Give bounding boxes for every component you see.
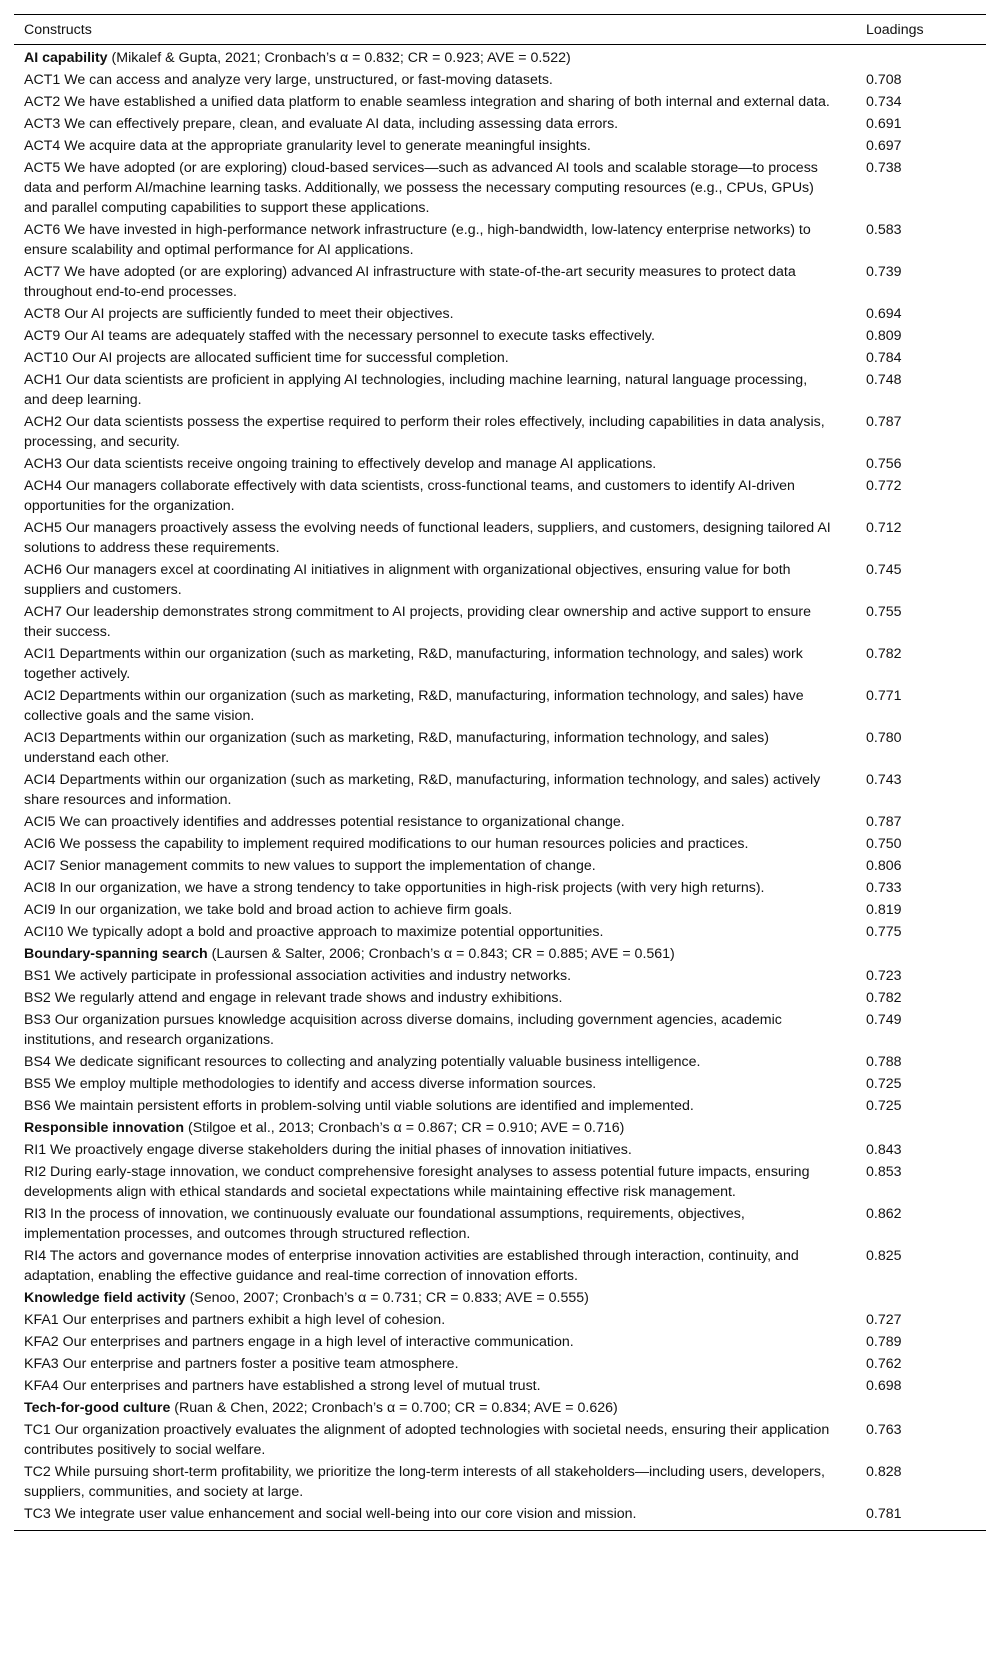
item-text: BS3 Our organization pursues knowledge acquisition across diverse domains, including government agencies, academic institutions, and research organizations.: [24, 1012, 782, 1048]
item-loading: 0.772: [866, 478, 902, 494]
item-text: KFA4 Our enterprises and partners have established a strong level of mutual trust.: [24, 1378, 541, 1394]
construct-group-cell: [14, 943, 986, 965]
item-loading: 0.698: [866, 1378, 902, 1394]
item-loading: 0.743: [866, 772, 902, 788]
table-row: [14, 965, 986, 987]
table-row: [14, 411, 986, 453]
item-loading: 0.780: [866, 730, 902, 746]
table-row: [14, 643, 986, 685]
table-row: [14, 1139, 986, 1161]
table-row: [14, 1073, 986, 1095]
table-row: [14, 69, 986, 91]
table-row: [14, 325, 986, 347]
constructs-loadings-table: [14, 14, 986, 1531]
item-text: KFA3 Our enterprise and partners foster a positive team atmosphere.: [24, 1356, 459, 1372]
item-loading: 0.762: [866, 1356, 902, 1372]
item-loading: 0.691: [866, 116, 902, 132]
item-text: BS6 We maintain persistent efforts in problem-solving until viable solutions are identified and implemented.: [24, 1098, 694, 1114]
construct-name: Responsible innovation: [24, 1120, 185, 1136]
item-text: TC2 While pursuing short-term profitability, we prioritize the long-term interests of all stakeholders—including users, developers, suppliers, communities, and society at large.: [24, 1464, 825, 1500]
table-row: [14, 1353, 986, 1375]
table-header-row: [14, 15, 986, 45]
item-text: ACT8 Our AI projects are sufficiently funded to meet their objectives.: [24, 306, 454, 322]
construct-reference: (Laursen & Salter, 2006; Cronbach’s α = 0.843; CR = 0.885; AVE = 0.561): [207, 946, 675, 962]
item-text: ACT7 We have adopted (or are exploring) advanced AI infrastructure with state-of-the-art security measures to protect data throughout end-to-end processes.: [24, 264, 796, 300]
table-row: [14, 369, 986, 411]
construct-group-cell: [14, 1117, 986, 1139]
table-row: [14, 899, 986, 921]
construct-name: AI capability: [24, 50, 108, 66]
item-loading: 0.734: [866, 94, 902, 110]
construct-name: Tech-for-good culture: [24, 1400, 171, 1416]
item-loading: 0.828: [866, 1464, 902, 1480]
item-text: ACH5 Our managers proactively assess the evolving needs of functional leaders, suppliers, and customers, designing tailored AI solutions to address these requirements.: [24, 520, 831, 556]
item-text: TC3 We integrate user value enhancement and social well-being into our core vision and mission.: [24, 1506, 637, 1522]
item-loading: 0.733: [866, 880, 902, 896]
item-text: ACT2 We have established a unified data platform to enable seamless integration and sharing of both internal and external data.: [24, 94, 830, 110]
table-row: [14, 727, 986, 769]
table-row: [14, 833, 986, 855]
item-text: ACT6 We have invested in high-performance network infrastructure (e.g., high-bandwidth, low-latency enterprise networks) to ensure scalability and optimal performance for AI applications.: [24, 222, 811, 258]
table-row: [14, 91, 986, 113]
table-row: [14, 135, 986, 157]
item-loading: 0.583: [866, 222, 902, 238]
item-loading: 0.853: [866, 1164, 902, 1180]
header-constructs: Constructs: [24, 22, 92, 38]
item-loading: 0.787: [866, 414, 902, 430]
construct-reference: (Ruan & Chen, 2022; Cronbach’s α = 0.700; CR = 0.834; AVE = 0.626): [170, 1400, 618, 1416]
construct-group-row: [14, 1117, 986, 1139]
table-row: [14, 1419, 986, 1461]
table-body: [14, 45, 986, 1531]
item-text: ACT5 We have adopted (or are exploring) cloud-based services—such as advanced AI tools and scalable storage—to process data and perform AI/machine learning tasks. Additionally, we possess the necessary computing resources (e.g., CPUs, GPUs) and parallel computing capabilities to support these applications.: [24, 160, 818, 216]
item-loading: 0.782: [866, 646, 902, 662]
construct-group-row: [14, 943, 986, 965]
item-text: KFA2 Our enterprises and partners engage in a high level of interactive communication.: [24, 1334, 574, 1350]
table-row: [14, 303, 986, 325]
item-loading: 0.694: [866, 306, 902, 322]
table-row: [14, 1203, 986, 1245]
table-row: [14, 1245, 986, 1287]
table-row: [14, 855, 986, 877]
table-row: [14, 811, 986, 833]
item-text: ACT1 We can access and analyze very large, unstructured, or fast-moving datasets.: [24, 72, 553, 88]
table-row: [14, 1161, 986, 1203]
item-text: BS2 We regularly attend and engage in relevant trade shows and industry exhibitions.: [24, 990, 563, 1006]
table-row: [14, 1051, 986, 1073]
construct-group-row: [14, 45, 986, 70]
item-text: ACI4 Departments within our organization (such as marketing, R&D, manufacturing, information technology, and sales) actively share resources and information.: [24, 772, 821, 808]
item-text: ACT3 We can effectively prepare, clean, and evaluate AI data, including assessing data errors.: [24, 116, 619, 132]
item-text: TC1 Our organization proactively evaluates the alignment of adopted technologies with societal needs, ensuring their application contributes positively to social welfare.: [24, 1422, 830, 1458]
table-row: [14, 517, 986, 559]
table-row: [14, 1095, 986, 1117]
item-text: ACI9 In our organization, we take bold and broad action to achieve firm goals.: [24, 902, 513, 918]
table-row: [14, 347, 986, 369]
item-text: ACH3 Our data scientists receive ongoing training to effectively develop and manage AI applications.: [24, 456, 657, 472]
construct-reference: (Mikalef & Gupta, 2021; Cronbach’s α = 0.832; CR = 0.923; AVE = 0.522): [107, 50, 571, 66]
table-row: [14, 921, 986, 943]
item-text: RI1 We proactively engage diverse stakeholders during the initial phases of innovation initiatives.: [24, 1142, 632, 1158]
item-loading: 0.771: [866, 688, 902, 704]
construct-name: Boundary-spanning search: [24, 946, 208, 962]
item-loading: 0.787: [866, 814, 902, 830]
item-text: ACH1 Our data scientists are proficient in applying AI technologies, including machine learning, natural language processing, and deep learning.: [24, 372, 808, 408]
item-loading: 0.725: [866, 1076, 902, 1092]
item-loading: 0.809: [866, 328, 902, 344]
item-text: BS4 We dedicate significant resources to collecting and analyzing potentially valuable business intelligence.: [24, 1054, 701, 1070]
table-row: [14, 1331, 986, 1353]
table-row: [14, 1009, 986, 1051]
table-row: [14, 1375, 986, 1397]
table-row: [14, 1503, 986, 1531]
construct-name: Knowledge field activity: [24, 1290, 186, 1306]
item-loading: 0.763: [866, 1422, 902, 1438]
construct-group-cell: [14, 1397, 986, 1419]
item-loading: 0.723: [866, 968, 902, 984]
item-text: ACH4 Our managers collaborate effectively with data scientists, cross-functional teams, and customers to identify AI-driven opportunities for the organization.: [24, 478, 795, 514]
item-text: KFA1 Our enterprises and partners exhibit a high level of cohesion.: [24, 1312, 446, 1328]
construct-group-row: [14, 1287, 986, 1309]
item-loading: 0.739: [866, 264, 902, 280]
table-row: [14, 219, 986, 261]
item-loading: 0.749: [866, 1012, 902, 1028]
item-text: RI3 In the process of innovation, we continuously evaluate our foundational assumptions, requirements, objectives, implementation processes, and outcomes through structured reflection.: [24, 1206, 745, 1242]
table-row: [14, 769, 986, 811]
item-loading: 0.725: [866, 1098, 902, 1114]
construct-group-cell: [14, 45, 986, 70]
item-loading: 0.781: [866, 1506, 902, 1522]
item-text: ACI5 We can proactively identifies and addresses potential resistance to organizational change.: [24, 814, 625, 830]
item-text: BS1 We actively participate in professional association activities and industry networks.: [24, 968, 572, 984]
item-loading: 0.738: [866, 160, 902, 176]
item-text: ACT9 Our AI teams are adequately staffed with the necessary personnel to execute tasks effectively.: [24, 328, 655, 344]
item-text: ACH6 Our managers excel at coordinating AI initiatives in alignment with organizational objectives, ensuring value for both suppliers and customers.: [24, 562, 791, 598]
item-loading: 0.789: [866, 1334, 902, 1350]
item-loading: 0.755: [866, 604, 902, 620]
table-row: [14, 1309, 986, 1331]
item-loading: 0.748: [866, 372, 902, 388]
item-text: ACT4 We acquire data at the appropriate granularity level to generate meaningful insights.: [24, 138, 591, 154]
table-row: [14, 987, 986, 1009]
item-loading: 0.697: [866, 138, 902, 154]
table-row: [14, 685, 986, 727]
item-text: ACI6 We possess the capability to implement required modifications to our human resources policies and practices.: [24, 836, 749, 852]
item-text: ACT10 Our AI projects are allocated sufficient time for successful completion.: [24, 350, 509, 366]
item-loading: 0.750: [866, 836, 902, 852]
construct-reference: (Senoo, 2007; Cronbach’s α = 0.731; CR = 0.833; AVE = 0.555): [185, 1290, 589, 1306]
item-loading: 0.806: [866, 858, 902, 874]
construct-reference: (Stilgoe et al., 2013; Cronbach’s α = 0.867; CR = 0.910; AVE = 0.716): [184, 1120, 625, 1136]
table-row: [14, 877, 986, 899]
item-loading: 0.862: [866, 1206, 902, 1222]
item-text: RI4 The actors and governance modes of enterprise innovation activities are established through interaction, continuity, and adaptation, enabling the effective guidance and real-time correction of innovation efforts.: [24, 1248, 799, 1284]
table-row: [14, 1461, 986, 1503]
construct-group-cell: [14, 1287, 986, 1309]
item-loading: 0.727: [866, 1312, 902, 1328]
table-row: [14, 475, 986, 517]
item-loading: 0.819: [866, 902, 902, 918]
construct-group-row: [14, 1397, 986, 1419]
item-text: ACI7 Senior management commits to new values to support the implementation of change.: [24, 858, 596, 874]
item-text: ACI10 We typically adopt a bold and proactive approach to maximize potential opportunities.: [24, 924, 604, 940]
item-text: ACH7 Our leadership demonstrates strong commitment to AI projects, providing clear ownership and active support to ensure their success.: [24, 604, 812, 640]
item-text: BS5 We employ multiple methodologies to identify and access diverse information sources.: [24, 1076, 597, 1092]
item-loading: 0.784: [866, 350, 902, 366]
item-loading: 0.825: [866, 1248, 902, 1264]
table-row: [14, 601, 986, 643]
item-loading: 0.843: [866, 1142, 902, 1158]
table-row: [14, 559, 986, 601]
item-text: RI2 During early-stage innovation, we conduct comprehensive foresight analyses to assess potential future impacts, ensuring developments align with ethical standards and societal expectations while maintaining effective risk management.: [24, 1164, 810, 1200]
table-row: [14, 157, 986, 219]
table-row: [14, 113, 986, 135]
item-text: ACI1 Departments within our organization (such as marketing, R&D, manufacturing, information technology, and sales) work together actively.: [24, 646, 803, 682]
item-text: ACI3 Departments within our organization (such as marketing, R&D, manufacturing, information technology, and sales) understand each other.: [24, 730, 769, 766]
item-loading: 0.708: [866, 72, 902, 88]
table-row: [14, 261, 986, 303]
item-loading: 0.775: [866, 924, 902, 940]
item-text: ACI2 Departments within our organization (such as marketing, R&D, manufacturing, information technology, and sales) have collective goals and the same vision.: [24, 688, 804, 724]
item-text: ACH2 Our data scientists possess the expertise required to perform their roles effectively, including capabilities in data analysis, processing, and security.: [24, 414, 825, 450]
item-text: ACI8 In our organization, we have a strong tendency to take opportunities in high-risk projects (with very high returns).: [24, 880, 765, 896]
header-loadings: Loadings: [866, 22, 924, 38]
item-loading: 0.712: [866, 520, 902, 536]
item-loading: 0.745: [866, 562, 902, 578]
item-loading: 0.788: [866, 1054, 902, 1070]
table-row: [14, 453, 986, 475]
item-loading: 0.782: [866, 990, 902, 1006]
item-loading: 0.756: [866, 456, 902, 472]
